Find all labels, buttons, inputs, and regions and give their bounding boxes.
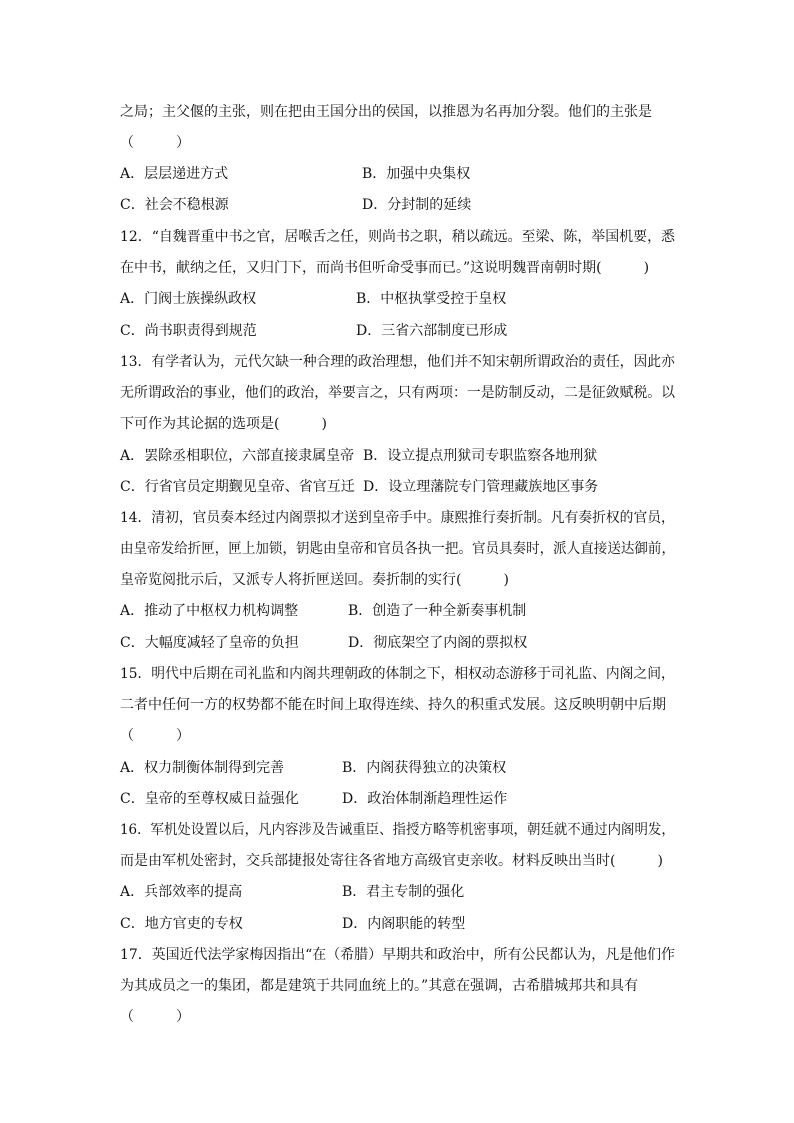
question-11-text-line-1: 之局；主父偃的主张，则在把由王国分出的侯国，以推恩为名再加分裂。他们的主张是 (120, 104, 652, 120)
q14-option-b: B．创造了一种全新奏事机制 (348, 603, 527, 619)
q14-option-d: D．彻底架空了内阁的票拟权 (348, 635, 528, 651)
question-17-answer-blank: （ ） (120, 1009, 190, 1025)
q12-option-a: A．门阀士族操纵政权 (120, 291, 257, 307)
question-12-text-line-1: 12．“自魏晋重中书之官，居喉舌之任，则尚书之职，稍以疏远。至梁、陈，举国机要，悉 (120, 229, 675, 245)
q14-option-a: A．推动了中枢权力机构调整 (120, 603, 299, 619)
question-14-text-line-3: 皇帝览阅批示后，又派专人将折匣送回。奏折制的实行( ) (120, 572, 509, 588)
question-15-text-line-1: 15．明代中后期在司礼监和内阁共理朝政的体制之下，相权动态游移于司礼监、内阁之间， (120, 666, 675, 682)
question-13-text-line-2: 无所谓政治的事业，他们的政治，举要言之，只有两项：一是防制反动，二是征敛赋税。以 (120, 385, 676, 401)
q11-option-c: C．社会不稳根源 (120, 197, 229, 213)
q12-option-d: D．三省六部制度已形成 (356, 323, 508, 339)
q16-option-a: A．兵部效率的提高 (120, 884, 243, 900)
question-16-text-line-2: 而是由军机处密封，交兵部捷报处寄往各省地方高级官吏亲收。材料反映出当时( ) (120, 853, 663, 869)
q15-option-a: A．权力制衡体制得到完善 (120, 760, 285, 776)
q12-option-c: C．尚书职责得到规范 (120, 323, 257, 339)
q11-option-b: B．加强中央集权 (362, 166, 471, 182)
q16-option-b: B．君主专制的强化 (342, 884, 465, 900)
q15-option-d: D．政治体制渐趋理性运作 (342, 791, 508, 807)
q15-option-b: B．内阁获得独立的决策权 (342, 760, 507, 776)
question-14-text-line-1: 14．清初，官员奏本经过内阁票拟才送到皇帝手中。康熙推行奏折制。凡有奏折权的官员， (120, 510, 675, 526)
q11-option-a: A．层层递进方式 (120, 166, 229, 182)
q14-option-c: C．大幅度减轻了皇帝的负担 (120, 635, 299, 651)
question-15-answer-blank: （ ） (120, 728, 190, 744)
question-13-text-line-3: 下可作为其论据的选项是( ) (120, 416, 327, 432)
question-12-text-line-2: 在中书，献纳之任，又归门下，而尚书但听命受事而已。”这说明魏晋南朝时期( ) (120, 260, 650, 276)
q13-option-d: D．设立理藩院专门管理藏族地区事务 (363, 479, 599, 495)
question-17-text-line-1: 17．英国近代法学家梅因指出“在（希腊）早期共和政治中，所有公民都认为，凡是他们作 (120, 947, 675, 963)
q16-option-d: D．内阁职能的转型 (342, 916, 466, 932)
q13-option-b: B．设立提点刑狱司专职监察各地刑狱 (363, 448, 598, 464)
q13-option-a: A．罢除丞相职位，六部直接隶属皇帝 (120, 448, 355, 464)
question-14-text-line-2: 由皇帝发给折匣，匣上加锁，钥匙由皇帝和官员各执一把。官员具奏时，派人直接送达御前， (120, 541, 676, 557)
q16-option-c: C．地方官吏的专权 (120, 916, 243, 932)
question-15-text-line-2: 二者中任何一方的权势都不能在时间上取得连续、持久的积重式发展。这反映明朝中后期 (120, 697, 666, 713)
q13-option-c: C．行省官员定期觐见皇帝、省官互迁 (120, 479, 355, 495)
q12-option-b: B．中枢执掌受控于皇权 (356, 291, 507, 307)
question-17-text-line-2: 为其成员之一的集团，都是建筑于共同血统上的。”其意在强调，古希腊城邦共和具有 (120, 978, 639, 994)
q15-option-c: C．皇帝的至尊权威日益强化 (120, 791, 299, 807)
q11-option-d: D．分封制的延续 (362, 197, 472, 213)
question-11-answer-blank: （ ） (120, 135, 190, 151)
question-13-text-line-1: 13．有学者认为，元代欠缺一种合理的政治理想，他们并不知宋朝所谓政治的责任，因此亦 (120, 354, 675, 370)
question-16-text-line-1: 16．军机处设置以后，凡内容涉及告诫重臣、指授方略等机密事项，朝廷就不通过内阁明发， (120, 822, 675, 838)
